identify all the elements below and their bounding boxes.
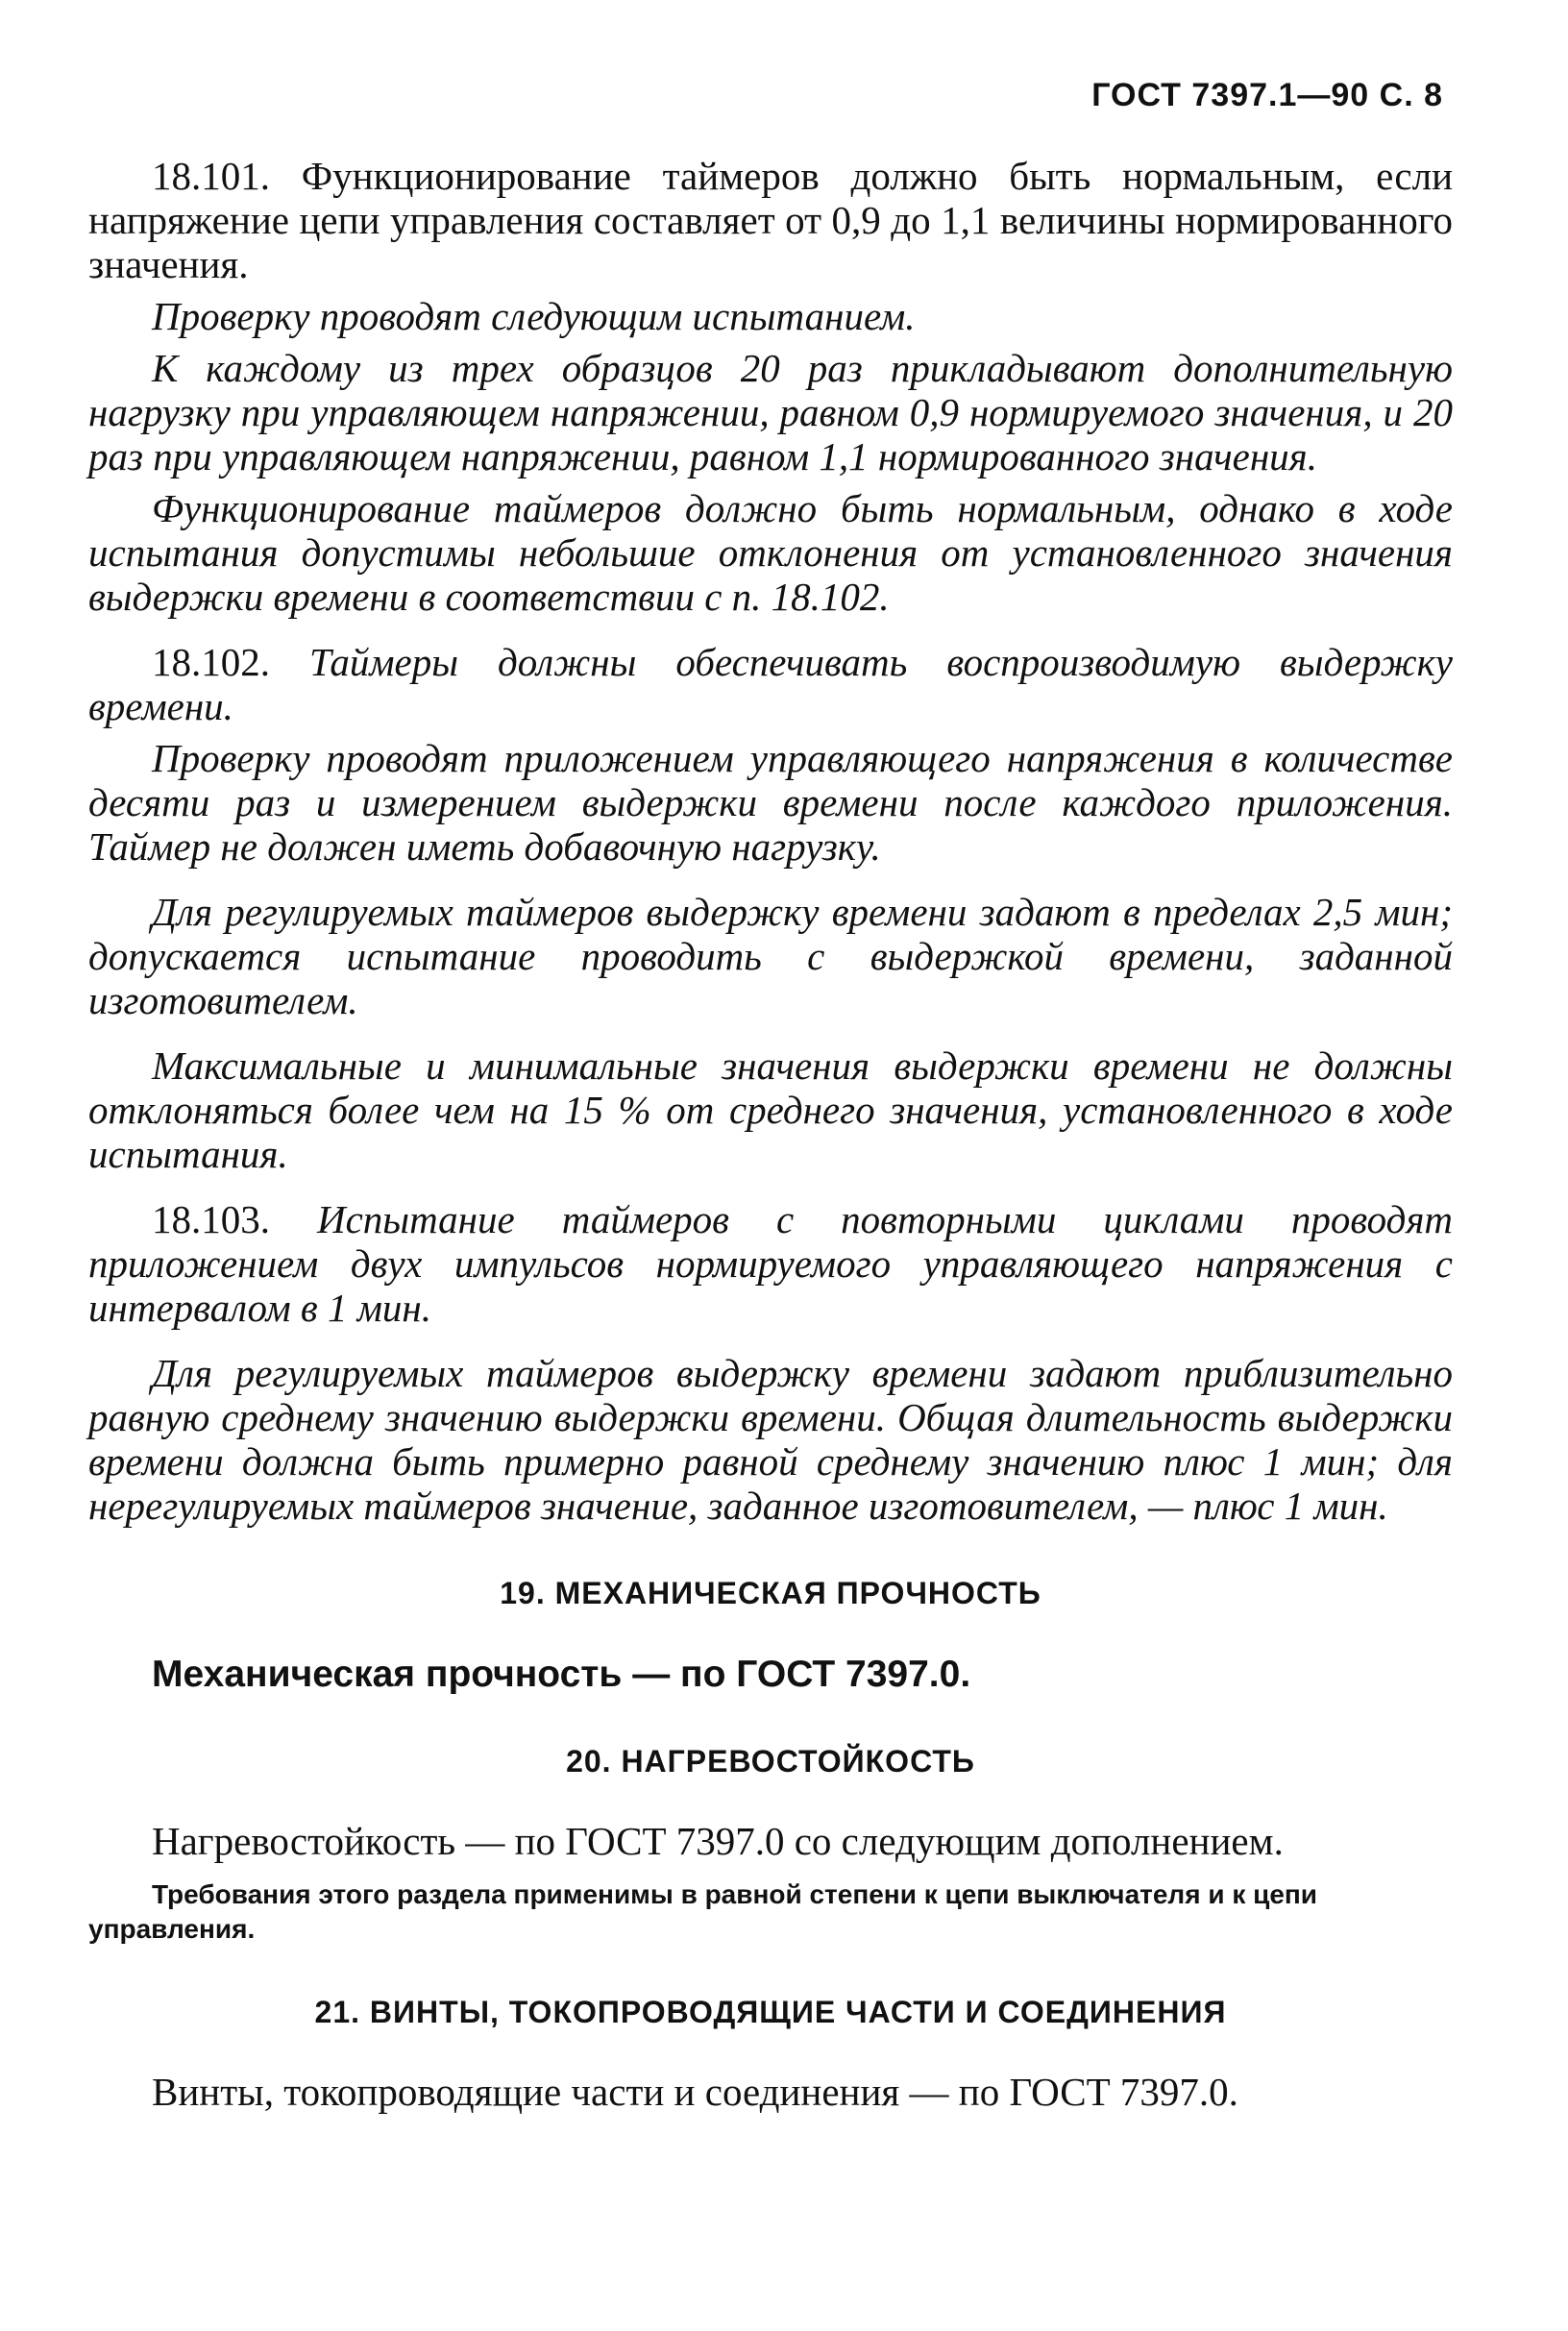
paragraph-deviation-limits: Максимальные и минимальные значения выдержки времени не должны отклоняться более чем на 15 % от среднего значения, установленного в ходе испытания. bbox=[88, 1043, 1453, 1176]
paragraph-test-result: Функционирование таймеров должно быть нормальным, однако в ходе испытания допустимы небольшие отклонения от установленного значения выдержки времени в соответствии с п. 18.102. bbox=[88, 486, 1453, 619]
clause-number: 18.103. bbox=[152, 1197, 270, 1241]
section-20-text: Нагревостойкость — по ГОСТ 7397.0 со следующим дополнением. bbox=[152, 1819, 1284, 1863]
page-header: ГОСТ 7397.1—90 С. 8 bbox=[1091, 77, 1443, 113]
section-19-title: 19. МЕХАНИЧЕСКАЯ ПРОЧНОСТЬ bbox=[500, 1576, 1041, 1610]
section-19-text: Механическая прочность — по ГОСТ 7397.0. bbox=[152, 1654, 971, 1695]
section-20-note: Требования этого раздела применимы в равной степени к цепи выключателя и к цепи управления. bbox=[88, 1879, 1318, 1944]
clause-number: 18.102. bbox=[152, 640, 270, 684]
paragraph-check-method: Проверку проводят приложением управляющего напряжения в количестве десяти раз и измерением выдержки времени после каждого приложения. Таймер не должен иметь добавочную нагрузку. bbox=[88, 736, 1453, 869]
section-21-text: Винты, токопроводящие части и соединения — по ГОСТ 7397.0. bbox=[152, 2070, 1238, 2114]
paragraph-test-procedure: К каждому из трех образцов 20 раз прикладывают дополнительную нагрузку при управляющем напряжении, равном 0,9 нормируемого значения, и 20 раз при управляющем напряжении, равном 1,1 нормированного значения. bbox=[88, 346, 1453, 478]
paragraph-18-102 bbox=[88, 640, 1453, 728]
paragraph-test-intro: Проверку проводят следующим испытанием. bbox=[152, 294, 916, 338]
clause-text: Таймеры должны обеспечивать воспроизводимую выдержку времени. bbox=[88, 640, 1454, 728]
clause-number: 18.101. bbox=[152, 154, 270, 198]
section-20-title: 20. НАГРЕВОСТОЙКОСТЬ bbox=[566, 1744, 975, 1779]
paragraph-18-101 bbox=[88, 154, 1453, 286]
clause-text: Функционирование таймеров должно быть нормальным, если напряжение цепи управления составляет от 0,9 до 1,1 величины нормированного значения. bbox=[88, 154, 1454, 286]
document-body bbox=[88, 154, 1453, 2115]
paragraph-18-103 bbox=[88, 1197, 1453, 1330]
paragraph-adjustable-timers: Для регулируемых таймеров выдержку времени задают в пределах 2,5 мин; допускается испытание проводить с выдержкой времени, заданной изготовителем. bbox=[88, 890, 1453, 1022]
section-21-title: 21. ВИНТЫ, ТОКОПРОВОДЯЩИЕ ЧАСТИ И СОЕДИНЕНИЯ bbox=[314, 1995, 1227, 2029]
paragraph-repeat-cycles: Для регулируемых таймеров выдержку времени задают приблизительно равную среднему значению выдержки времени. Общая длительность выдержки времени должна быть примерно равной среднему значению плюс 1 мин; для нерегулируемых таймеров значение, заданное изготовителем, — плюс 1 мин. bbox=[88, 1351, 1453, 1528]
clause-text: Испытание таймеров с повторными циклами проводят приложением двух импульсов нормируемого управляющего напряжения с интервалом в 1 мин. bbox=[88, 1197, 1453, 1330]
